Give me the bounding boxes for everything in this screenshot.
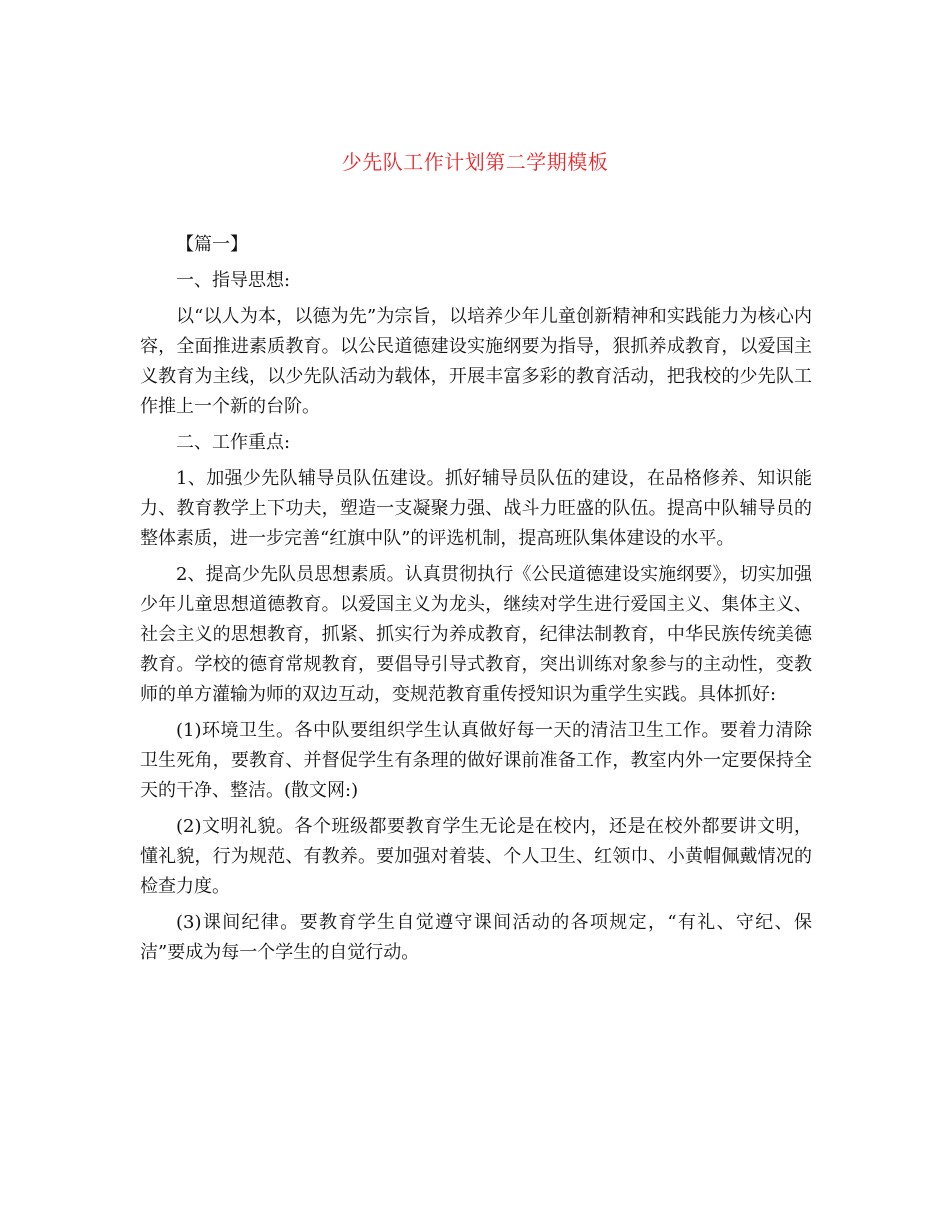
paragraph-sub-item-2: (2)文明礼貌。各个班级都要教育学生无论是在校内，还是在校外都要讲文明，懂礼貌，行为规范、有教养。要加强对着装、个人卫生、红领巾、小黄帽佩戴情况的检查力度。 (140, 816, 812, 897)
section-heading-part-one: 【篇一】 (176, 234, 248, 255)
heading-guiding-ideology: 一、指导思想: (176, 270, 291, 291)
paragraph-item-1: 1、加强少先队辅导员队伍建设。抓好辅导员队伍的建设，在品格修养、知识能力、教育教学上下功夫，塑造一支凝聚力强、战斗力旺盛的队伍。提高中队辅导员的整体素质，进一步完善“红旗中队”的评选机制，提高班队集体建设的水平。 (140, 468, 812, 549)
heading-work-focus: 二、工作重点: (176, 432, 291, 453)
paragraph-guiding-ideology: 以“以人为本，以德为先”为宗旨，以培养少年儿童创新精神和实践能力为核心内容，全面推进素质教育。以公民道德建设实施纲要为指导，狠抓养成教育，以爱国主义教育为主线，以少先队活动为载体，开展丰富多彩的教育活动，把我校的少先队工作推上一个新的台阶。 (140, 306, 812, 417)
paragraph-sub-item-3: (3)课间纪律。要教育学生自觉遵守课间活动的各项规定，“有礼、守纪、保洁”要成为每一个学生的自觉行动。 (140, 912, 812, 963)
document-body (140, 230, 812, 974)
paragraph-sub-item-1: (1)环境卫生。各中队要组织学生认真做好每一天的清洁卫生工作。要着力清除卫生死角，要教育、并督促学生有条理的做好课前准备工作，教室内外一定要保持全天的干净、整洁。(散文网:) (140, 720, 812, 801)
document-title: 少先队工作计划第二学期模板 (341, 150, 609, 174)
paragraph-item-2: 2、提高少先队员思想素质。认真贯彻执行《公民道德建设实施纲要》，切实加强少年儿童思想道德教育。以爱国主义为龙头，继续对学生进行爱国主义、集体主义、社会主义的思想教育，抓紧、抓实行为养成教育，纪律法制教育，中华民族传统美德教育。学校的德育常规教育，要倡导引导式教育，突出训练对象参与的主动性，变教师的单方灌输为师的双边互动，变规范教育重传授知识为重学生实践。具体抓好: (140, 564, 812, 705)
